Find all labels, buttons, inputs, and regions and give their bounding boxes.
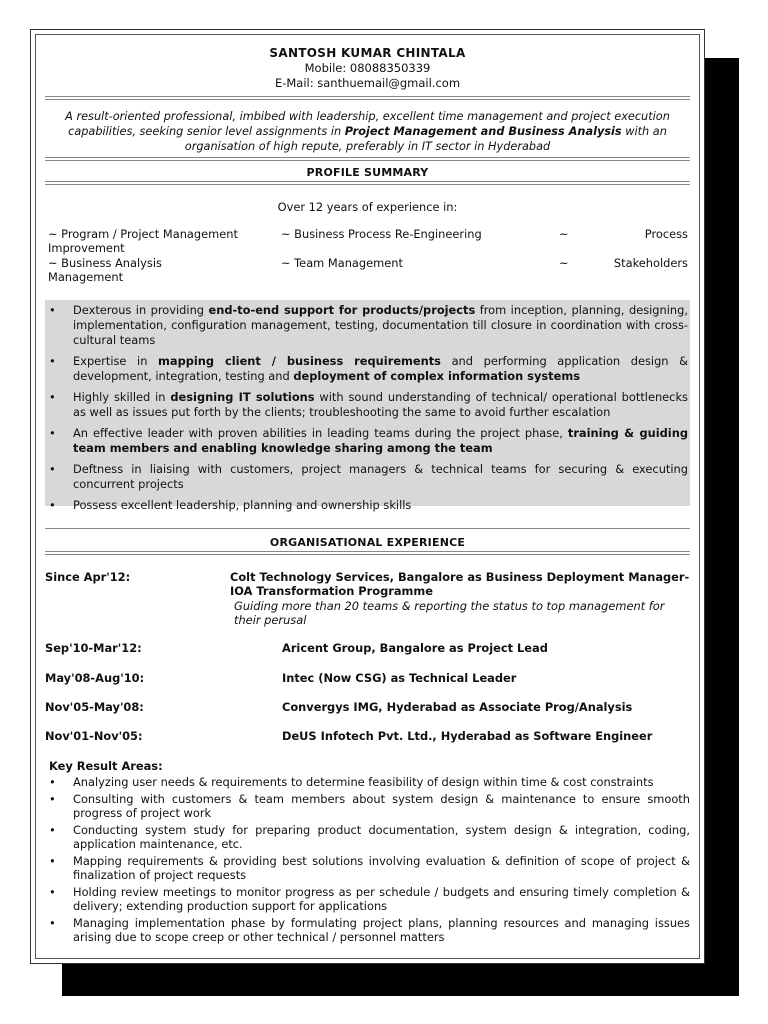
bullet-text: from inception, planning, designing, implementation, configuration management, testing, documentation till closure in coordination with cross-cultural teams (73, 303, 688, 347)
bullet-text: Possess excellent leadership, planning and ownership skills (73, 498, 412, 512)
divider (45, 181, 690, 182)
job-role: Convergys IMG, Hyderabad as Associate Prog/Analysis (282, 700, 633, 714)
bullet-emphasis: designing IT solutions (170, 390, 315, 404)
job-role: Aricent Group, Bangalore as Project Lead (282, 641, 548, 655)
divider (45, 160, 690, 161)
kra-text: Managing implementation phase by formulating project plans, planning resources and managing issues arising due to scope creep or other technical / personnel matters (73, 916, 690, 944)
mobile-number: Mobile: 08088350339 (304, 61, 431, 75)
skill-business-process: ~ Business Process Re-Engineering (281, 227, 482, 241)
resume-page (30, 29, 705, 964)
skill-wrap-text: Management (48, 270, 124, 284)
kra-bullet (45, 885, 690, 913)
skill-wrap-text: Improvement (48, 241, 125, 255)
objective-text: A result-oriented professional, imbibed with leadership, excellent time management and project execution capabilities, seeking senior level assignments in (65, 110, 670, 138)
bullet-marker: • (49, 792, 56, 806)
bullet-marker: • (49, 916, 56, 930)
email-address: E-Mail: santhuemail@gmail.com (274, 76, 461, 90)
job-note: Guiding more than 20 teams & reporting the status to top management for their perusal (234, 599, 665, 627)
bullet-marker: • (49, 303, 56, 317)
skill-business-analysis: ~ Business Analysis (48, 256, 162, 270)
bullet-marker: • (49, 426, 56, 440)
bullet-text: and performing application design & development, integration, testing and (73, 354, 688, 383)
job-role: Colt Technology Services, Bangalore as Business Deployment Manager-IOA Transformation Programme (230, 570, 690, 598)
skill-tilde: ~ (559, 256, 569, 270)
summary-bullet (45, 426, 688, 456)
skill-process: Process (644, 227, 688, 241)
divider (45, 551, 690, 552)
bullet-marker: • (49, 854, 56, 868)
kra-title: Key Result Areas: (49, 759, 163, 773)
skill-tilde: ~ (559, 227, 569, 241)
divider (45, 157, 690, 158)
job-date: Nov'01-Nov'05: (45, 729, 143, 743)
bullet-text: with sound understanding of technical/ operational bottlenecks as well as issues put forth by the clients; troubleshooting the same to avoid further escalation (73, 390, 688, 419)
bullet-text: An effective leader with proven abilities in leading teams during the project phase, (73, 426, 568, 440)
experience-title: ORGANISATIONAL EXPERIENCE (269, 536, 466, 549)
bullet-emphasis: mapping client / business requirements (158, 354, 441, 368)
bullet-marker: • (49, 823, 56, 837)
job-date: Nov'05-May'08: (45, 700, 144, 714)
candidate-name: SANTOSH KUMAR CHINTALA (269, 46, 466, 60)
kra-text: Conducting system study for preparing product documentation, system design & integration, coding, application maintenance, etc. (73, 823, 690, 851)
kra-bullet (45, 854, 690, 882)
kra-text: Consulting with customers & team members about system design & maintenance to ensure smooth progress of project work (73, 792, 690, 820)
skill-program-management: ~ Program / Project Management (48, 227, 238, 241)
bullet-marker: • (49, 354, 56, 368)
kra-text: Analyzing user needs & requirements to determine feasibility of design within time & cost constraints (73, 775, 654, 789)
bullet-emphasis: end-to-end support for products/projects (208, 303, 476, 317)
bullet-marker: • (49, 775, 56, 789)
skill-stakeholders: Stakeholders (613, 256, 688, 270)
experience-intro: Over 12 years of experience in: (277, 200, 458, 214)
bullet-marker: • (49, 885, 56, 899)
divider (45, 184, 690, 185)
divider (45, 96, 690, 97)
bullet-text: Dexterous in providing (73, 303, 209, 317)
skill-team-management: ~ Team Management (281, 256, 403, 270)
summary-bullet (45, 303, 688, 348)
objective-emphasis: Project Management and Business Analysis (344, 125, 622, 138)
kra-bullet (45, 823, 690, 851)
summary-bullet (45, 462, 688, 492)
kra-bullet (45, 775, 690, 789)
bullet-emphasis: training & guiding team members and enabling knowledge sharing among the team (73, 426, 688, 455)
bullet-text: Expertise in (73, 354, 159, 368)
summary-bullet (45, 354, 688, 384)
kra-bullet (45, 792, 690, 820)
profile-summary-title: PROFILE SUMMARY (306, 166, 429, 179)
summary-bullet (45, 498, 688, 513)
kra-text: Holding review meetings to monitor progress as per schedule / budgets and ensuring timely completion & delivery; extending production support for applications (73, 885, 690, 913)
job-date: Sep'10-Mar'12: (45, 641, 142, 655)
bullet-marker: • (49, 462, 56, 476)
bullet-marker: • (49, 498, 56, 512)
job-role: DeUS Infotech Pvt. Ltd., Hyderabad as Software Engineer (282, 729, 653, 743)
summary-bullet-list (45, 303, 688, 519)
summary-bullet (45, 390, 688, 420)
kra-bullet (45, 916, 690, 944)
bullet-text: Deftness in liaising with customers, project managers & technical teams for securing & executing concurrent projects (73, 462, 688, 491)
kra-text: Mapping requirements & providing best solutions involving evaluation & definition of scope of project & finalization of project requests (73, 854, 690, 882)
objective-text: with an organisation of high repute, preferably in IT sector in Hyderabad (184, 125, 667, 153)
kra-bullet-list (45, 775, 690, 947)
bullet-emphasis: deployment of complex information systems (293, 369, 580, 383)
job-date: Since Apr'12: (45, 570, 131, 584)
divider (45, 528, 690, 529)
objective-statement (51, 109, 684, 154)
bullet-text: Highly skilled in (73, 390, 171, 404)
divider (45, 554, 690, 555)
job-date: May'08-Aug'10: (45, 671, 145, 685)
bullet-marker: • (49, 390, 56, 404)
divider (45, 99, 690, 100)
job-role: Intec (Now CSG) as Technical Leader (282, 671, 517, 685)
